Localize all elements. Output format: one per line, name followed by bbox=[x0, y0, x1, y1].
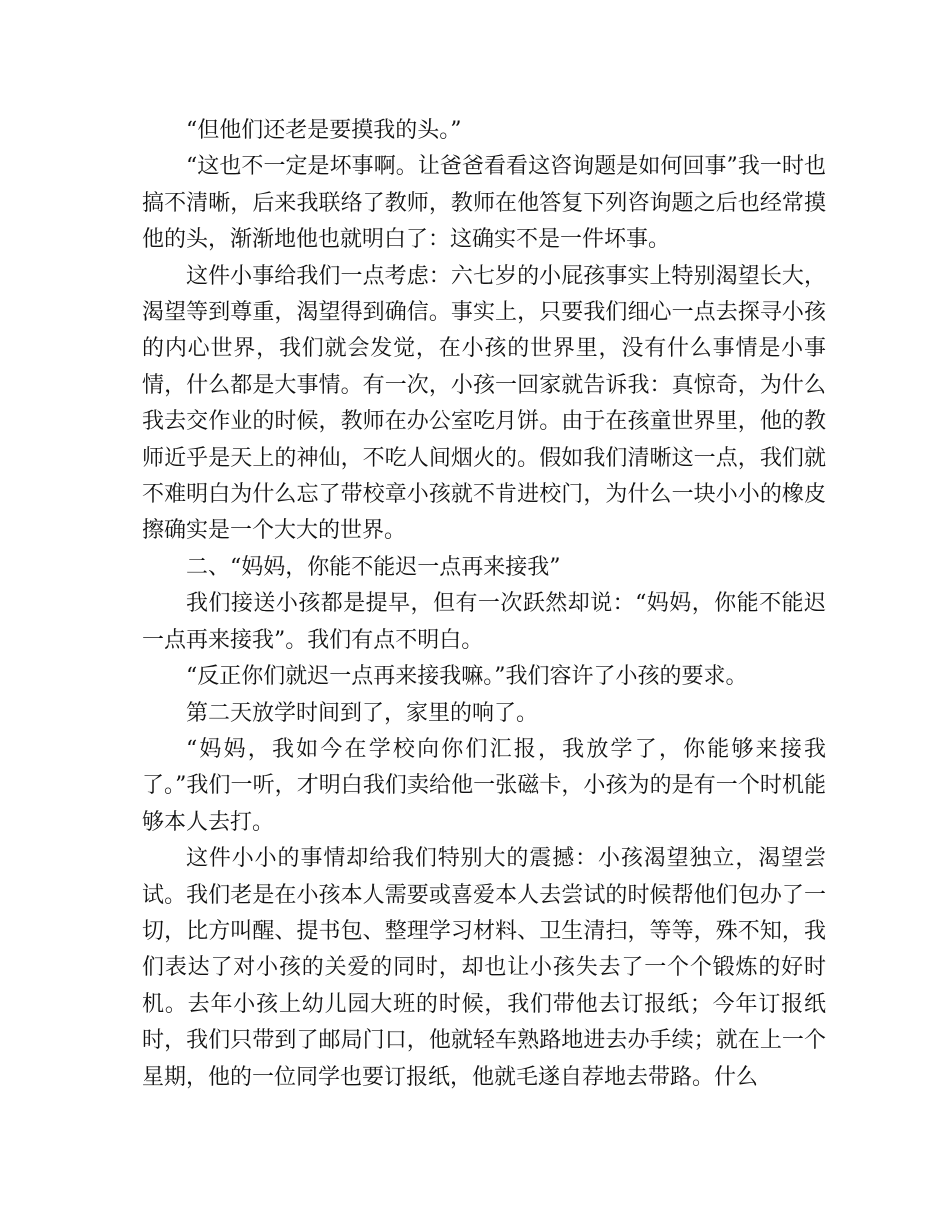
paragraph: “这也不一定是坏事啊。让爸爸看看这咨询题是如何回事”我一时也搞不清晰，后来我联络了教师，教师在他答复下列咨询题之后也经常摸他的头，渐渐地他也就明白了：这确实不是一件坏事。 bbox=[142, 154, 826, 253]
paragraph: 这件小事给我们一点考虑：六七岁的小屁孩事实上特别渴望长大，渴望等到尊重，渴望得到确信。事实上，只要我们细心一点去探寻小孩的内心世界，我们就会发觉，在小孩的世界里，没有什么事情是小事情，什么都是大事情。有一次，小孩一回家就告诉我：真惊奇，为什么我去交作业的时候，教师在办公室吃月饼。由于在孩童世界里，他的教师近乎是天上的神仙，不吃人间烟火的。假如我们清晰这一点，我们就不难明白为什么忘了带校章小孩就不肯进校门，为什么一块小小的橡皮擦确实是一个大大的世界。 bbox=[142, 263, 826, 544]
paragraph: “但他们还老是要摸我的头。” bbox=[186, 118, 462, 143]
paragraph: 第二天放学时间到了，家里的响了。 bbox=[186, 700, 539, 726]
paragraph: 这件小小的事情却给我们特别大的震撼：小孩渴望独立，渴望尝试。我们老是在小孩本人需要或喜爱本人去尝试的时候帮他们包办了一切，比方叫醒、提书包、整理学习材料、卫生清扫，等等，殊不知，我们表达了对小孩的关爱的同时，却也让小孩失去了一个个锻炼的好时机。去年小孩上幼儿园大班的时候，我们带他去订报纸；今年订报纸时，我们只带到了邮局门口，他就轻车熟路地进去办手续；就在上一个星期，他的一位同学也要订报纸，他就毛遂自荐地去带路。什么 bbox=[142, 846, 826, 1090]
section-heading: 二、“妈妈，你能不能迟一点再来接我” bbox=[186, 554, 561, 580]
paragraph: “反正你们就迟一点再来接我嘛。”我们容许了小孩的要求。 bbox=[186, 664, 748, 690]
paragraph: “妈妈，我如今在学校向你们汇报，我放学了，你能够来接我了。”我们一听，才明白我们卖给他一张磁卡，小孩为的是有一个时机能够本人去打。 bbox=[142, 736, 826, 835]
document-body bbox=[142, 113, 826, 1096]
paragraph: 我们接送小孩都是提早，但有一次跃然却说：“妈妈，你能不能迟一点再来接我”。我们有点不明白。 bbox=[142, 591, 826, 653]
